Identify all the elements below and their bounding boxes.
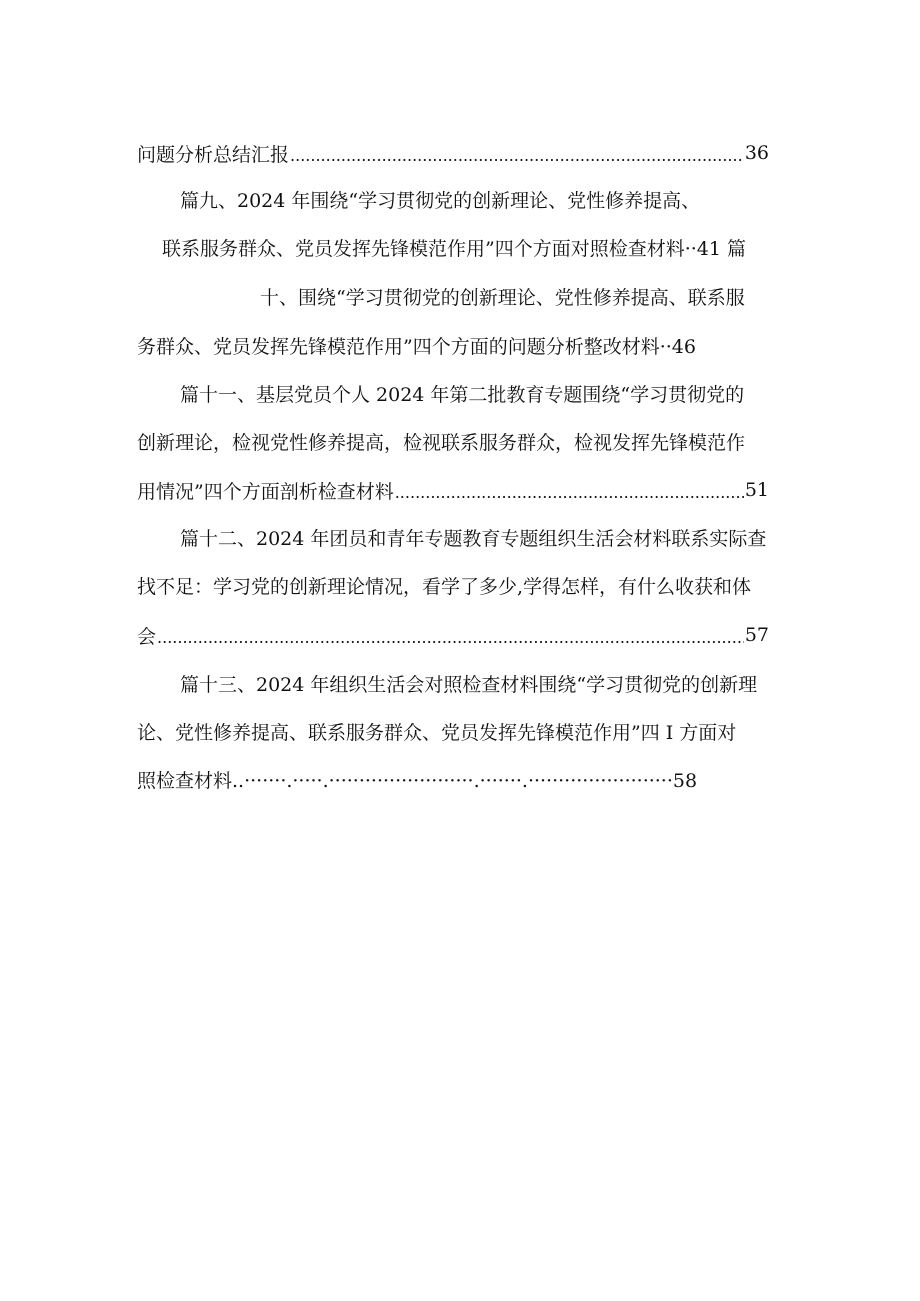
toc-entry-chapter-11-line-2[interactable]: 创新理论，检视党性修养提高，检视联系服务群众，检视发挥先锋模范作: [137, 432, 746, 454]
toc-entry-chapter-13-line-3[interactable]: 照检查材料..·······.·····.························.·······.························58: [137, 770, 698, 792]
toc-entry-chapter-11-line-3[interactable]: [137, 475, 769, 505]
toc-entry-chapter-12-line-1[interactable]: 篇十二、2024 年团员和青年专题教育专题组织生活会材料联系实际查: [180, 528, 767, 550]
toc-entry-chapter-12-line-2[interactable]: 找不足：学习党的创新理论情况，看学了多少,学得怎样，有什么收获和体: [137, 576, 752, 598]
toc-entry-chapter-10-line-2[interactable]: 务群众、党员发挥先锋模范作用”四个方面的问题分析整改材料··46: [137, 336, 696, 358]
toc-entry-chapter-12-line-3[interactable]: [137, 620, 769, 650]
toc-entry-chapter-9-line-2[interactable]: 联系服务群众、党员发挥先锋模范作用”四个方面对照检查材料··41 篇: [162, 238, 747, 260]
toc-page-number: 36: [744, 142, 769, 164]
toc-entry-chapter-9-line-1[interactable]: 篇九、2024 年围绕“学习贯彻党的创新理论、党性修养提高、: [180, 190, 701, 212]
toc-dot-leader: [290, 135, 744, 171]
toc-page-number: 51: [744, 479, 769, 501]
toc-entry-chapter-10-line-1[interactable]: 十、围绕“学习贯彻党的创新理论、党性修养提高、联系服: [260, 287, 745, 309]
toc-entry-chapter-11-line-1[interactable]: 篇十一、基层党员个人 2024 年第二批教育专题围绕“学习贯彻党的: [180, 384, 745, 406]
toc-entry-chapter-13-line-1[interactable]: 篇十三、2024 年组织生活会对照检查材料围绕“学习贯彻党的创新理: [180, 674, 758, 696]
toc-entry-title: 会: [137, 625, 157, 648]
toc-dot-leader: [395, 472, 744, 508]
toc-entry-chapter-13-line-2[interactable]: 论、党性修养提高、联系服务群众、党员发挥先锋模范作用”四 I 方面对: [137, 722, 737, 744]
toc-entry-title: 问题分析总结汇报: [137, 143, 290, 166]
toc-entry-title: 用情况”四个方面剖析检查材料: [137, 480, 394, 503]
toc-page-number: 57: [744, 624, 769, 646]
toc-dot-leader: [157, 617, 744, 653]
toc-entry-problem-analysis[interactable]: [137, 138, 769, 168]
